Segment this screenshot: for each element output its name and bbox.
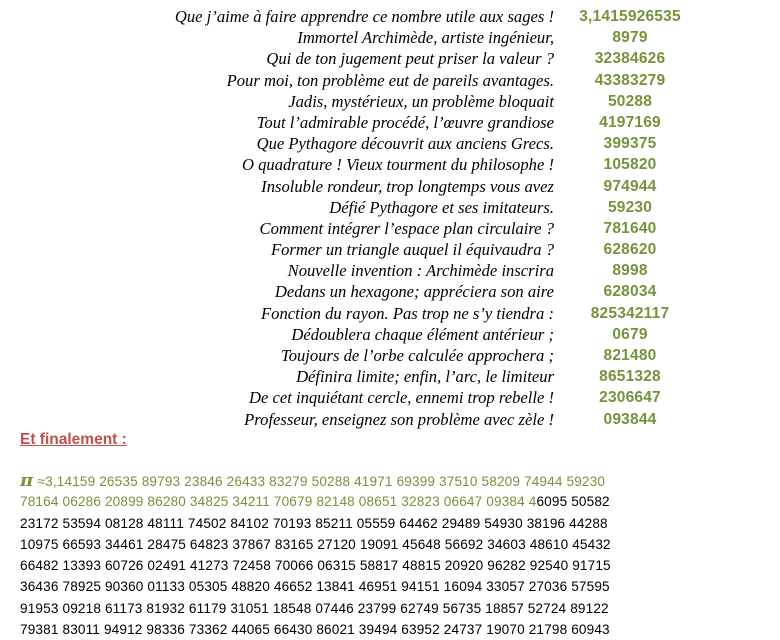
verse-text: Immortel Archimède, artiste ingénieur, bbox=[297, 28, 554, 48]
pi-digits-more: 10975 66593 34461 28475 64823 37867 83165 27120 19091 45648 56692 34603 48610 45432 bbox=[20, 536, 611, 552]
verse-row bbox=[0, 27, 780, 48]
verse-row bbox=[0, 218, 780, 239]
verse-digits: 399375 bbox=[603, 135, 657, 153]
verse-row bbox=[0, 70, 780, 91]
verse-row bbox=[0, 48, 780, 69]
pi-digits-more: 66482 13393 60726 02491 41273 72458 70066 06315 58817 48815 20920 96282 92540 91715 bbox=[20, 558, 611, 574]
verse-row bbox=[0, 324, 780, 345]
verse-text: Que j’aime à faire apprendre ce nombre utile aux sages ! bbox=[174, 7, 554, 26]
verse-row bbox=[0, 91, 780, 112]
verse-text: Toujours de l’orbe calculée approchera ; bbox=[281, 346, 554, 365]
poem bbox=[0, 6, 780, 430]
pi-digits-line bbox=[20, 619, 780, 640]
verse-digits: 59230 bbox=[607, 198, 653, 216]
verse-digits: 093844 bbox=[603, 410, 657, 428]
verse-digits: 628034 bbox=[603, 283, 657, 301]
verse-text: O quadrature ! Vieux tourment du philosophe ! bbox=[241, 155, 554, 175]
verse-digits: 0679 bbox=[612, 325, 648, 343]
verse-text: Comment intégrer l’espace plan circulaire ? bbox=[259, 218, 554, 238]
verse-row bbox=[0, 366, 780, 387]
verse-digits: 32384626 bbox=[594, 50, 666, 68]
verse-digits: 3,1415926535 bbox=[579, 8, 681, 25]
pi-digits-line bbox=[20, 534, 780, 555]
verse-text: Fonction du rayon. Pas trop ne s’y tiendra : bbox=[261, 303, 554, 323]
verse-digits: 974944 bbox=[603, 177, 657, 195]
verse-digits: 2306647 bbox=[599, 389, 661, 407]
pi-digits-more: 36436 78925 90360 01133 05305 48820 46652 13841 46951 94151 16094 33057 27036 57595 bbox=[20, 579, 610, 595]
pi-digits-line bbox=[20, 555, 780, 576]
verse-row bbox=[0, 281, 780, 302]
verse-text: Défié Pythagore et ses imitateurs. bbox=[329, 197, 554, 217]
verse-digits: 781640 bbox=[603, 219, 657, 237]
pi-digits-known: 78164 06286 20899 86280 34825 34211 70679 82148 08651 32823 06647 09384 4 bbox=[20, 494, 537, 510]
verse-row bbox=[0, 387, 780, 408]
verse-row bbox=[0, 260, 780, 281]
pi-digits-more: 6095 50582 bbox=[536, 494, 610, 510]
verse-text: Jadis, mystérieux, un problème bloquait bbox=[288, 91, 554, 111]
pi-digits-line bbox=[20, 513, 780, 534]
pi-digits-more: 23172 53594 08128 48111 74502 84102 70193 85211 05559 64462 29489 54930 38196 44288 bbox=[20, 515, 608, 531]
verse-row bbox=[0, 6, 780, 27]
verse-row bbox=[0, 345, 780, 366]
approx-symbol: ≈ bbox=[37, 473, 46, 489]
verse-row bbox=[0, 239, 780, 260]
verse-text: De cet inquiétant cercle, ennemi trop rebelle ! bbox=[248, 388, 554, 408]
verse-row bbox=[0, 176, 780, 197]
verse-row bbox=[0, 303, 780, 324]
verse-text: Dedans un hexagone; appréciera son aire bbox=[274, 282, 554, 302]
verse-digits: 8651328 bbox=[599, 368, 661, 386]
verse-text: Former un triangle auquel il équivaudra ? bbox=[271, 240, 554, 260]
verse-row bbox=[0, 133, 780, 154]
pi-symbol: π bbox=[20, 470, 34, 491]
verse-text: Dédoublera chaque élément antérieur ; bbox=[291, 324, 554, 344]
verse-text: Nouvelle invention : Archimède inscrira bbox=[287, 261, 554, 281]
verse-digits: 4197169 bbox=[599, 113, 661, 131]
verse-text: Pour moi, ton problème eut de pareils avantages. bbox=[226, 70, 554, 90]
pi-digits-line bbox=[20, 491, 780, 512]
verse-text: Qui de ton jugement peut priser la valeur ? bbox=[266, 49, 554, 69]
verse-text: Définira limite; enfin, l’arc, le limiteur bbox=[296, 367, 554, 387]
verse-row bbox=[0, 197, 780, 218]
verse-row bbox=[0, 409, 780, 430]
verse-text: Que Pythagore découvrit aux anciens Grecs. bbox=[256, 134, 554, 154]
pi-digits-more: 79381 83011 94912 98336 73362 44065 66430 86021 39494 63952 24737 19070 21798 60943 bbox=[20, 622, 610, 638]
verse-row bbox=[0, 154, 780, 175]
verse-text: Tout l’admirable procédé, l’œuvre grandiose bbox=[256, 112, 554, 132]
finale-title: Et finalement : bbox=[20, 431, 127, 448]
pi-digits-more: 91953 09218 61173 81932 61179 31051 18548 07446 23799 62749 56735 18857 52724 89122 bbox=[20, 600, 609, 616]
verse-digits: 43383279 bbox=[594, 71, 666, 89]
verse-digits: 825342117 bbox=[590, 304, 670, 322]
verse-digits: 105820 bbox=[603, 156, 657, 174]
pi-digits-block bbox=[20, 470, 780, 640]
verse-digits: 8998 bbox=[612, 262, 648, 280]
verse-digits: 8979 bbox=[612, 29, 648, 47]
pi-digits-line bbox=[20, 470, 780, 491]
verse-digits: 821480 bbox=[603, 347, 657, 364]
pi-digits-line bbox=[20, 576, 780, 597]
verse-digits: 628620 bbox=[603, 241, 657, 259]
pi-digits-known: 3,14159 26535 89793 23846 26433 83279 50288 41971 69399 37510 58209 74944 59230 bbox=[45, 474, 606, 489]
verse-text: Insoluble rondeur, trop longtemps vous avez bbox=[261, 176, 554, 196]
pi-digits-line bbox=[20, 598, 780, 619]
verse-digits: 50288 bbox=[607, 92, 653, 110]
verse-row bbox=[0, 112, 780, 133]
verse-text: Professeur, enseignez son problème avec zèle ! bbox=[244, 409, 554, 429]
